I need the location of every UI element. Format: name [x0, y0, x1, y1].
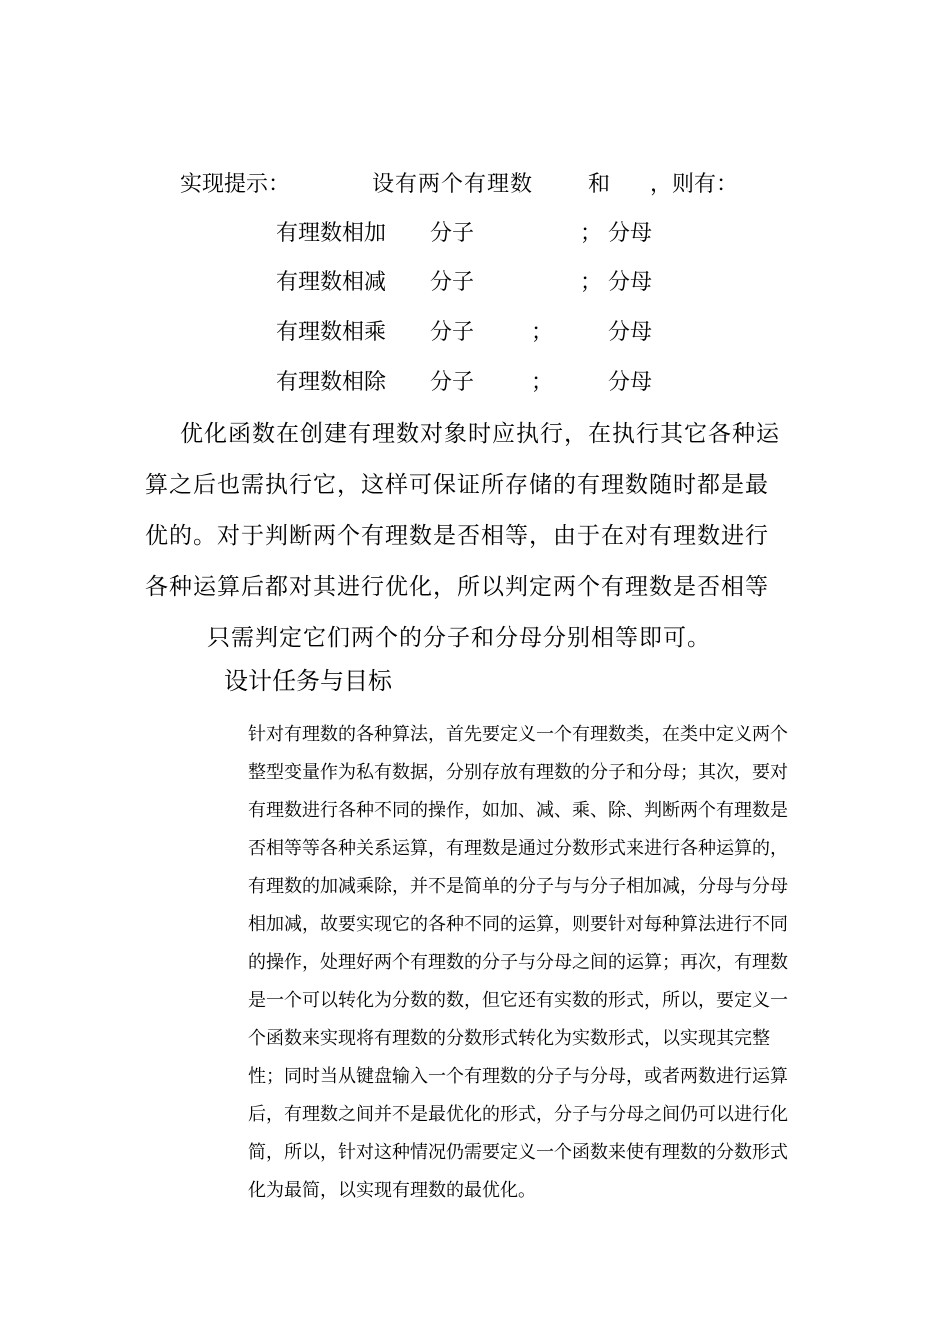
formula-separator: ；: [580, 270, 603, 295]
paragraph-line: 否相等等各种关系运算，有理数是通过分数形式来进行各种运算的，: [248, 838, 788, 858]
paragraph-line: 优的。对于判断两个有理数是否相等，由于在对有理数进行: [145, 523, 769, 549]
formula-numerator: 分子: [430, 270, 475, 295]
paragraph-line: 优化函数在创建有理数对象时应执行，在执行其它各种运: [180, 421, 780, 447]
paragraph-line: 算之后也需执行它，这样可保证所存储的有理数随时都是最: [145, 472, 769, 498]
formula-denominator: 分母: [608, 270, 653, 295]
formula-separator: ；: [531, 370, 554, 395]
paragraph-line: 针对有理数的各种算法，首先要定义一个有理数类，在类中定义两个: [248, 724, 788, 744]
paragraph-line: 性；同时当从键盘输入一个有理数的分子与分母，或者两数进行运算: [248, 1066, 788, 1086]
formula-numerator: 分子: [430, 370, 475, 395]
hint-then: ，则有：: [650, 172, 739, 197]
paragraph-line: 有理数进行各种不同的操作，如加、减、乘、除、判断两个有理数是: [248, 800, 788, 820]
hint-label: 实现提示：: [180, 172, 291, 197]
paragraph-line: 有理数的加减乘除，并不是简单的分子与与分子相加减，分母与分母: [248, 876, 788, 896]
formula-name: 有理数相乘: [276, 320, 387, 345]
formula-name: 有理数相除: [276, 370, 387, 395]
paragraph-line: 个函数来实现将有理数的分数形式转化为实数形式，以实现其完整: [248, 1028, 770, 1048]
hint-and: 和: [588, 172, 611, 197]
paragraph-line: 是一个可以转化为分数的数，但它还有实数的形式，所以，要定义一: [248, 990, 788, 1010]
paragraph-line: 整型变量作为私有数据，分别存放有理数的分子和分母；其次，要对: [248, 762, 788, 782]
paragraph-line: 相加减，故要实现它的各种不同的运算，则要针对每种算法进行不同: [248, 914, 788, 934]
paragraph-line: 后，有理数之间并不是最优化的形式，分子与分母之间仍可以进行化: [248, 1104, 788, 1124]
formula-denominator: 分母: [608, 221, 653, 246]
paragraph-line: 只需判定它们两个的分子和分母分别相等即可。: [207, 625, 711, 651]
paragraph-line: 化为最简，以实现有理数的最优化。: [248, 1180, 536, 1200]
formula-name: 有理数相加: [276, 221, 387, 246]
section-title: 设计任务与目标: [224, 669, 392, 695]
formula-denominator: 分母: [608, 320, 653, 345]
optimization-paragraph: [145, 415, 810, 670]
hint-intro: 设有两个有理数: [372, 172, 534, 197]
paragraph-line: 的操作，处理好两个有理数的分子与分母之间的运算；再次，有理数: [248, 952, 788, 972]
formula-denominator: 分母: [608, 370, 653, 395]
formula-separator: ；: [531, 320, 554, 345]
formula-numerator: 分子: [430, 221, 475, 246]
paragraph-line: 各种运算后都对其进行优化，所以判定两个有理数是否相等: [145, 574, 769, 600]
design-goal-paragraph: [248, 715, 823, 1209]
formula-name: 有理数相减: [276, 270, 387, 295]
formula-numerator: 分子: [430, 320, 475, 345]
formula-separator: ；: [580, 221, 603, 246]
paragraph-line: 简，所以，针对这种情况仍需要定义一个函数来使有理数的分数形式: [248, 1142, 788, 1162]
